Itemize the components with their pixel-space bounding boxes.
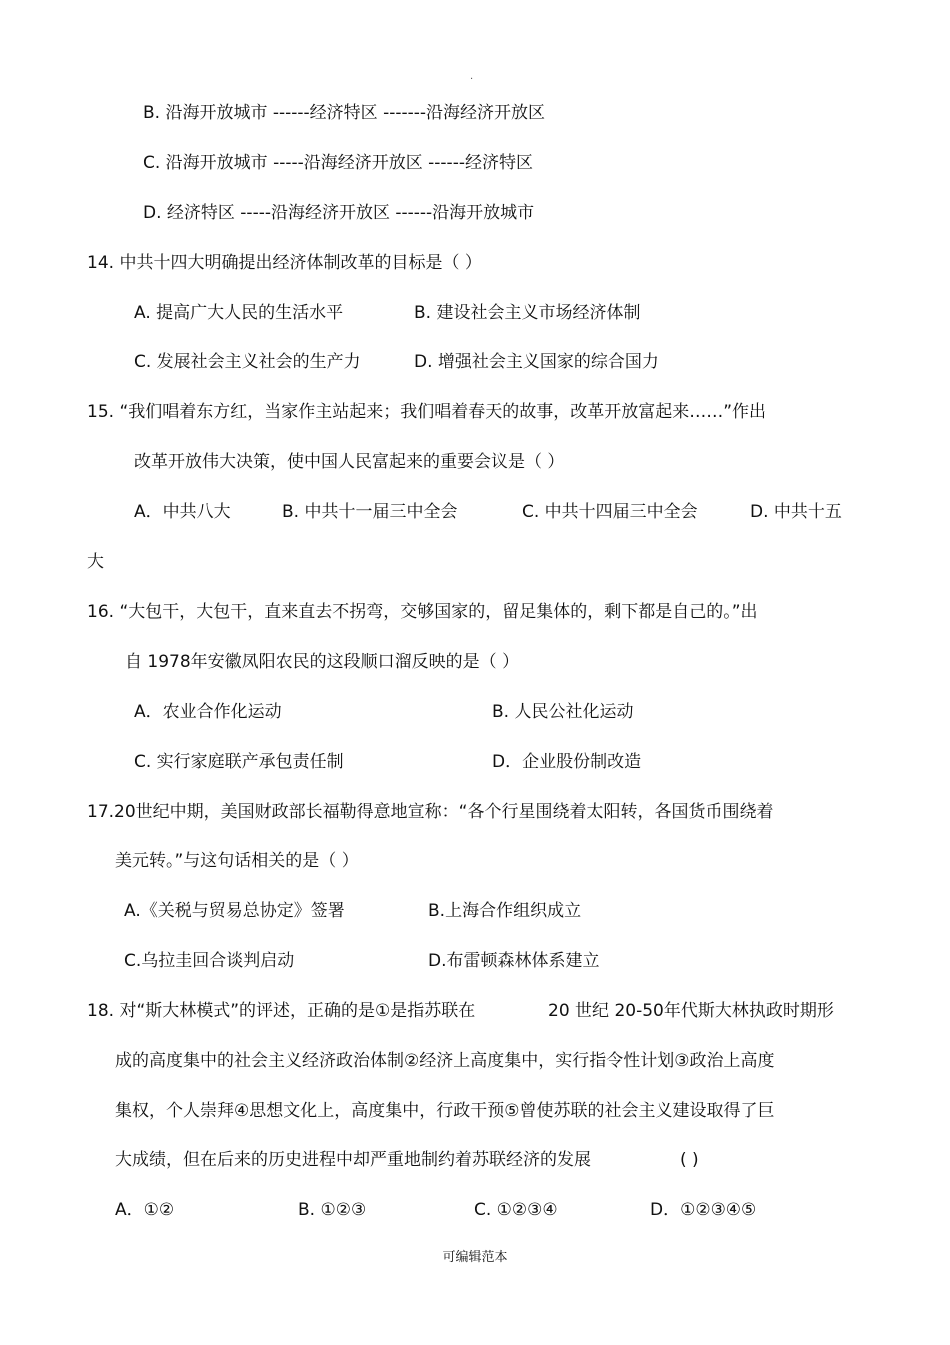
q18-stem-line3: 集权，个人崇拜④思想文化上，高度集中，行政干预⑤曾使苏联的社会主义建设取得了巨 (115, 1101, 775, 1121)
q15-option-b: B. 中共十一届三中全会 (282, 502, 458, 522)
q14-stem: 14. 中共十四大明确提出经济体制改革的目标是（ ） (87, 253, 482, 273)
q16-option-b: B. 人民公社化运动 (492, 702, 634, 722)
q18-option-b: B. ①②③ (298, 1200, 367, 1220)
q14-option-d: D. 增强社会主义国家的综合国力 (414, 352, 659, 372)
q17-stem-line1: 17.20世纪中期，美国财政部长福勒得意地宣称：“各个行星围绕着太阳转，各国货币围绕着 (87, 802, 774, 822)
q15-option-d: D. 中共十五 (750, 502, 842, 522)
q14-option-a: A. 提高广大人民的生活水平 (134, 303, 344, 323)
q18-stem-line2: 成的高度集中的社会主义经济政治体制②经济上高度集中，实行指令性计划③政治上高度 (115, 1051, 775, 1071)
header-mark: . (470, 71, 474, 82)
q17-option-d: D.布雷顿森林体系建立 (428, 951, 600, 971)
q16-option-c: C. 实行家庭联产承包责任制 (134, 752, 344, 772)
q13-option-b: B. 沿海开放城市 ------经济特区 -------沿海经济开放区 (143, 103, 546, 123)
q16-option-d: D．企业股份制改造 (492, 752, 642, 772)
q16-stem-line2: 自 1978年安徽凤阳农民的这段顺口溜反映的是（ ） (125, 652, 520, 672)
q18-stem-line1-part2: 20 世纪 20-50年代斯大林执政时期形 (548, 1001, 834, 1021)
q17-option-c: C.乌拉圭回合谈判启动 (124, 951, 295, 971)
q16-option-a: A．农业合作化运动 (134, 702, 282, 722)
q15-stem-line2: 改革开放伟大决策，使中国人民富起来的重要会议是（ ） (134, 452, 565, 472)
q18-stem-line1-part1: 18. 对“斯大林模式”的评述，正确的是①是指苏联在 (87, 1001, 476, 1021)
q15-option-a: A．中共八大 (134, 502, 231, 522)
q14-option-b: B. 建设社会主义市场经济体制 (414, 303, 641, 323)
q17-option-b: B.上海合作组织成立 (428, 901, 582, 921)
page-footer: 可编辑范本 (442, 1250, 508, 1265)
q16-stem-line1: 16. “大包干，大包干，直来直去不拐弯，交够国家的，留足集体的，剩下都是自己的。”出 (87, 602, 758, 622)
q13-option-d: D. 经济特区 -----沿海经济开放区 ------沿海开放城市 (143, 203, 535, 223)
q18-option-c: C. ①②③④ (474, 1200, 558, 1220)
q18-option-d: D．①②③④⑤ (650, 1200, 757, 1220)
q18-stem-line4: 大成绩，但在后来的历史进程中却严重地制约着苏联经济的发展 (115, 1150, 591, 1170)
q17-option-a: A.《关税与贸易总协定》签署 (124, 901, 345, 921)
q14-option-c: C. 发展社会主义社会的生产力 (134, 352, 361, 372)
q18-option-a: A．①② (115, 1200, 175, 1220)
q15-option-c: C. 中共十四届三中全会 (522, 502, 698, 522)
q15-option-d-continued: 大 (87, 552, 104, 572)
q13-option-c: C. 沿海开放城市 -----沿海经济开放区 ------经济特区 (143, 153, 533, 173)
q15-stem-line1: 15. “我们唱着东方红，当家作主站起来；我们唱着春天的故事，改革开放富起来……”作出 (87, 402, 767, 422)
q18-answer-parentheses: ( ) (680, 1150, 699, 1170)
q17-stem-line2: 美元转。”与这句话相关的是（ ） (115, 851, 359, 871)
